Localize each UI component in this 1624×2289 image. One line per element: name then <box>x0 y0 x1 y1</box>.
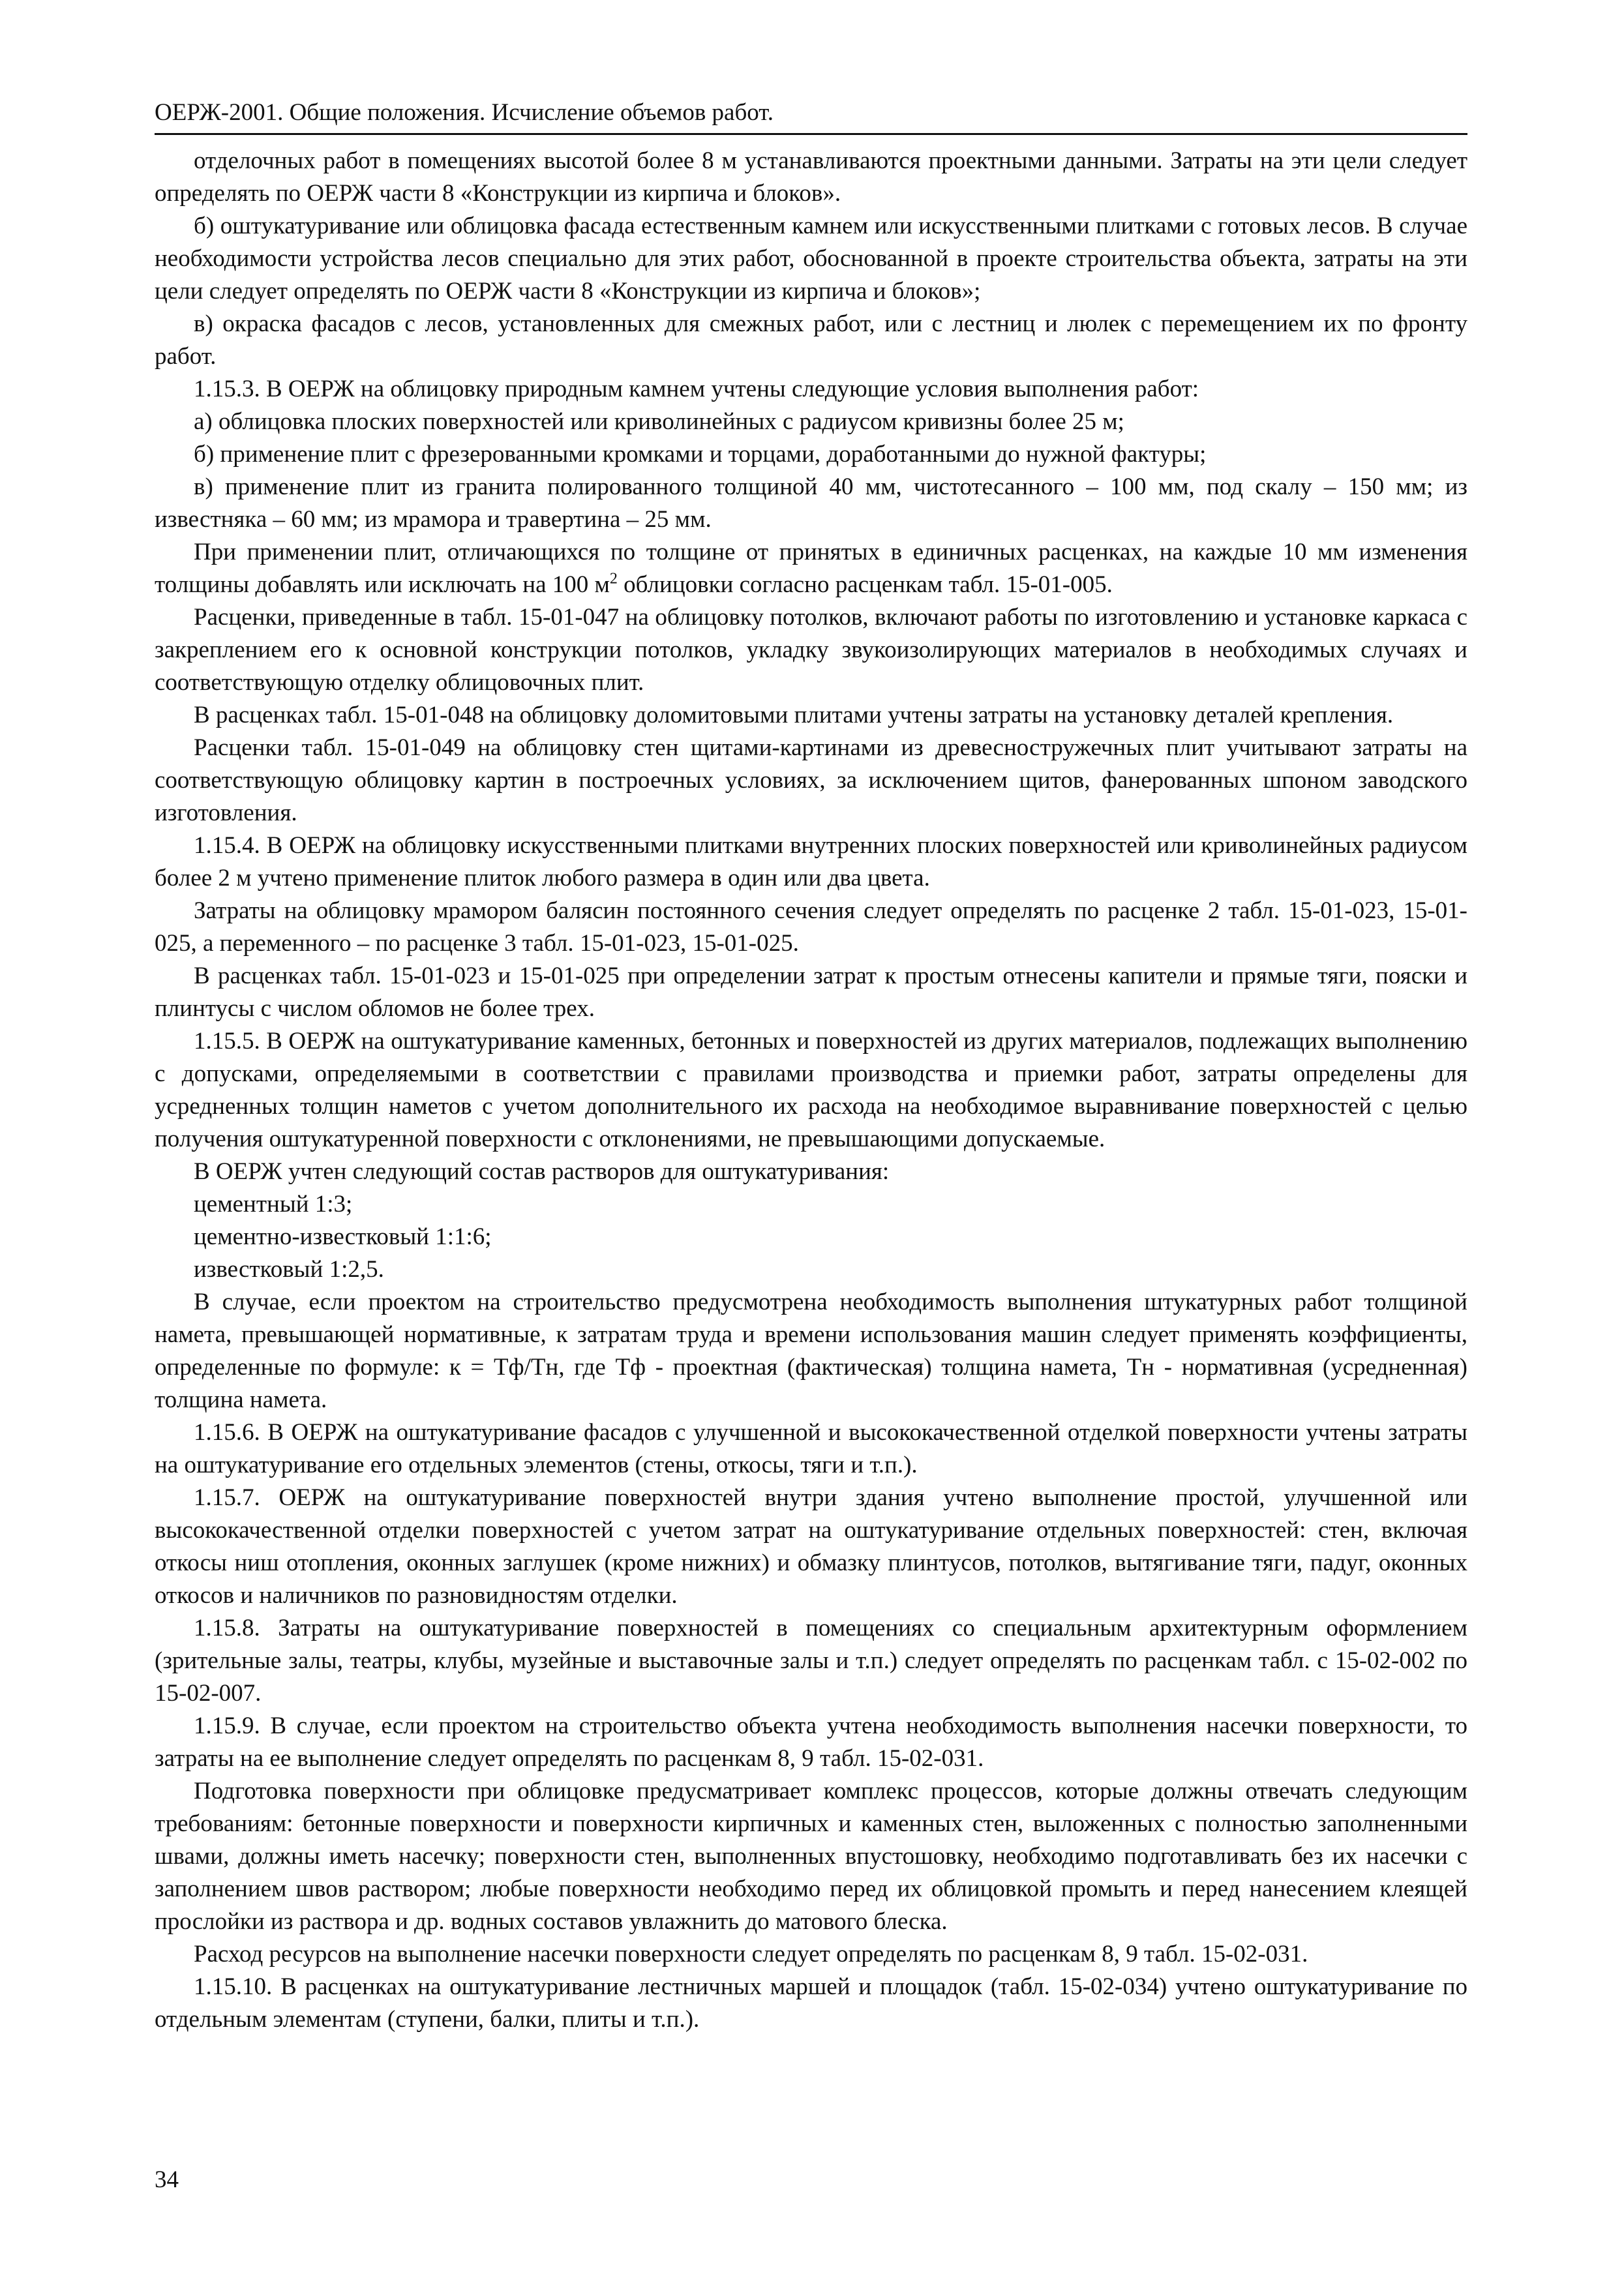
paragraph: 1.15.3. В ОЕРЖ на облицовку природным камнем учтены следующие условия выполнения работ: <box>194 376 1199 402</box>
paragraph: б) оштукатуривание или облицовка фасада естественным камнем или искусственными плитками с готовых лесов. В случае необходимости устройства лесов специально для этих работ, обоснованной в проекте строительства объекта, затраты на эти цели следует определять по ОЕРЖ части 8 «Конструкции из кирпича и блоков»; <box>155 213 1467 305</box>
paragraph: 1.15.4. В ОЕРЖ на облицовку искусственными плитками внутренних плоских поверхностей или криволинейных радиусом более 2 м учтено применение плиток любого размера в один или два цвета. <box>155 832 1467 891</box>
paragraph: 1.15.8. Затраты на оштукатуривание поверхностей в помещениях со специальным архитектурным оформлением (зрительные залы, театры, клубы, музейные и выставочные залы и т.п.) следует определять по расценкам табл. с 15-02-002 по 15-02-007. <box>155 1615 1467 1707</box>
paragraph: Подготовка поверхности при облицовке предусматривает комплекс процессов, которые должны отвечать следующим требованиям: бетонные поверхности и поверхности кирпичных и каменных стен, выложенных с полностью заполненными швами, должны иметь насечку; поверхности стен, выполненных впустошовку, необходимо подготавливать без их насечки с заполнением швов раствором; любые поверхности необходимо перед их облицовкой промыть и перед нанесением клеящей прослойки из раствора и др. водных составов увлажнить до матового блеска. <box>155 1778 1467 1935</box>
paragraph: отделочных работ в помещениях высотой более 8 м устанавливаются проектными данными. Затраты на эти цели следует определять по ОЕРЖ части 8 «Конструкции из кирпича и блоков». <box>155 147 1467 207</box>
paragraph: в) окраска фасадов с лесов, установленных для смежных работ, или с лестниц и люлек с перемещением их по фронту работ. <box>155 310 1467 370</box>
mortar-item: цементный 1:3; <box>194 1191 353 1218</box>
paragraph: 1.15.7. ОЕРЖ на оштукатуривание поверхностей внутри здания учтено выполнение простой, улучшенной или высококачественной отделки поверхностей с учетом затрат на оштукатуривание отдельных поверхностей: стен, включая откосы ниш отопления, оконных заглушек (кроме нижних) и обмазку плинтусов, потолков, вытягивание тяги, падуг, оконных откосов и наличников по разновидностям отделки. <box>155 1484 1467 1609</box>
paragraph: 1.15.6. В ОЕРЖ на оштукатуривание фасадов с улучшенной и высококачественной отделкой поверхности учтены затраты на оштукатуривание его отдельных элементов (стены, откосы, тяги и т.п.). <box>155 1419 1467 1478</box>
paragraph: Затраты на облицовку мрамором балясин постоянного сечения следует определять по расценке 2 табл. 15-01-023, 15-01-025, а переменного – по расценке 3 табл. 15-01-023, 15-01-025. <box>155 897 1467 957</box>
mortar-item: известковый 1:2,5. <box>194 1256 384 1283</box>
paragraph: В расценках табл. 15-01-023 и 15-01-025 при определении затрат к простым отнесены капители и прямые тяги, пояски и плинтусы с числом обломов не более трех. <box>155 963 1467 1022</box>
paragraph: в) применение плит из гранита полированного толщиной 40 мм, чистотесанного – 100 мм, под скалу – 150 мм; из известняка – 60 мм; из мрамора и травертина – 25 мм. <box>155 473 1467 533</box>
paragraph: 1.15.5. В ОЕРЖ на оштукатуривание каменных, бетонных и поверхностей из других материалов, подлежащих выполнению с допусками, определяемыми в соответствии с правилами производства и приемки работ, затраты определены для усредненных толщин наметов с учетом дополнительного их расхода на необходимое выравнивание поверхностей с целью получения оштукатуренной поверхности с отклонениями, не превышающими допускаемые. <box>155 1028 1467 1152</box>
paragraph: б) применение плит с фрезерованными кромками и торцами, доработанными до нужной фактуры; <box>194 441 1207 468</box>
paragraph: а) облицовка плоских поверхностей или криволинейных с радиусом кривизны более 25 м; <box>194 408 1124 435</box>
paragraph: 1.15.9. В случае, если проектом на строительство объекта учтена необходимость выполнения насечки поверхности, то затраты на ее выполнение следует определять по расценкам 8, 9 табл. 15-02-031. <box>155 1713 1467 1772</box>
paragraph-text-tail: облицовки согласно расценкам табл. 15-01-005. <box>617 571 1113 598</box>
paragraph: В расценках табл. 15-01-048 на облицовку доломитовыми плитами учтены затраты на установку деталей крепления. <box>194 702 1394 728</box>
page-number: 34 <box>155 2166 179 2193</box>
paragraph-text: При применении плит, отличающихся по толщине от принятых в единичных расценках, на каждые 10 мм изменения толщины добавлять или исключать на 100 м <box>155 539 1467 598</box>
paragraph: Расценки, приведенные в табл. 15-01-047 на облицовку потолков, включают работы по изготовлению и установке каркаса с закреплением его к основной конструкции потолков, укладку звукоизолирующих материалов в необходимых случаях и соответствующую отделку облицовочных плит. <box>155 604 1467 696</box>
superscript: 2 <box>609 570 618 588</box>
paragraph: В ОЕРЖ учтен следующий состав растворов для оштукатуривания: <box>194 1158 890 1185</box>
paragraph: Расход ресурсов на выполнение насечки поверхности следует определять по расценкам 8, 9 табл. 15-02-031. <box>194 1941 1308 1967</box>
paragraph <box>155 536 1467 601</box>
header-rule <box>155 133 1467 135</box>
mortar-item: цементно-известковый 1:1:6; <box>194 1223 492 1250</box>
running-head: ОЕРЖ-2001. Общие положения. Исчисление объемов работ. <box>155 99 774 126</box>
paragraph: В случае, если проектом на строительство предусмотрена необходимость выполнения штукатурных работ толщиной намета, превышающей нормативные, к затратам труда и времени использования машин следует применять коэффициенты, определенные по формуле: к = Тф/Тн, где Тф - проектная (фактическая) толщина намета, Тн - нормативная (усредненная) толщина намета. <box>155 1289 1467 1413</box>
paragraph: Расценки табл. 15-01-049 на облицовку стен щитами-картинами из древесностружечных плит учитывают затраты на соответствующую облицовку картин в построечных условиях, за исключением щитов, фанерованных шпоном заводского изготовления. <box>155 734 1467 826</box>
paragraph: 1.15.10. В расценках на оштукатуривание лестничных маршей и площадок (табл. 15-02-034) учтено оштукатуривание по отдельным элементам (ступени, балки, плиты и т.п.). <box>155 1973 1467 2033</box>
body-text <box>155 145 1467 2036</box>
